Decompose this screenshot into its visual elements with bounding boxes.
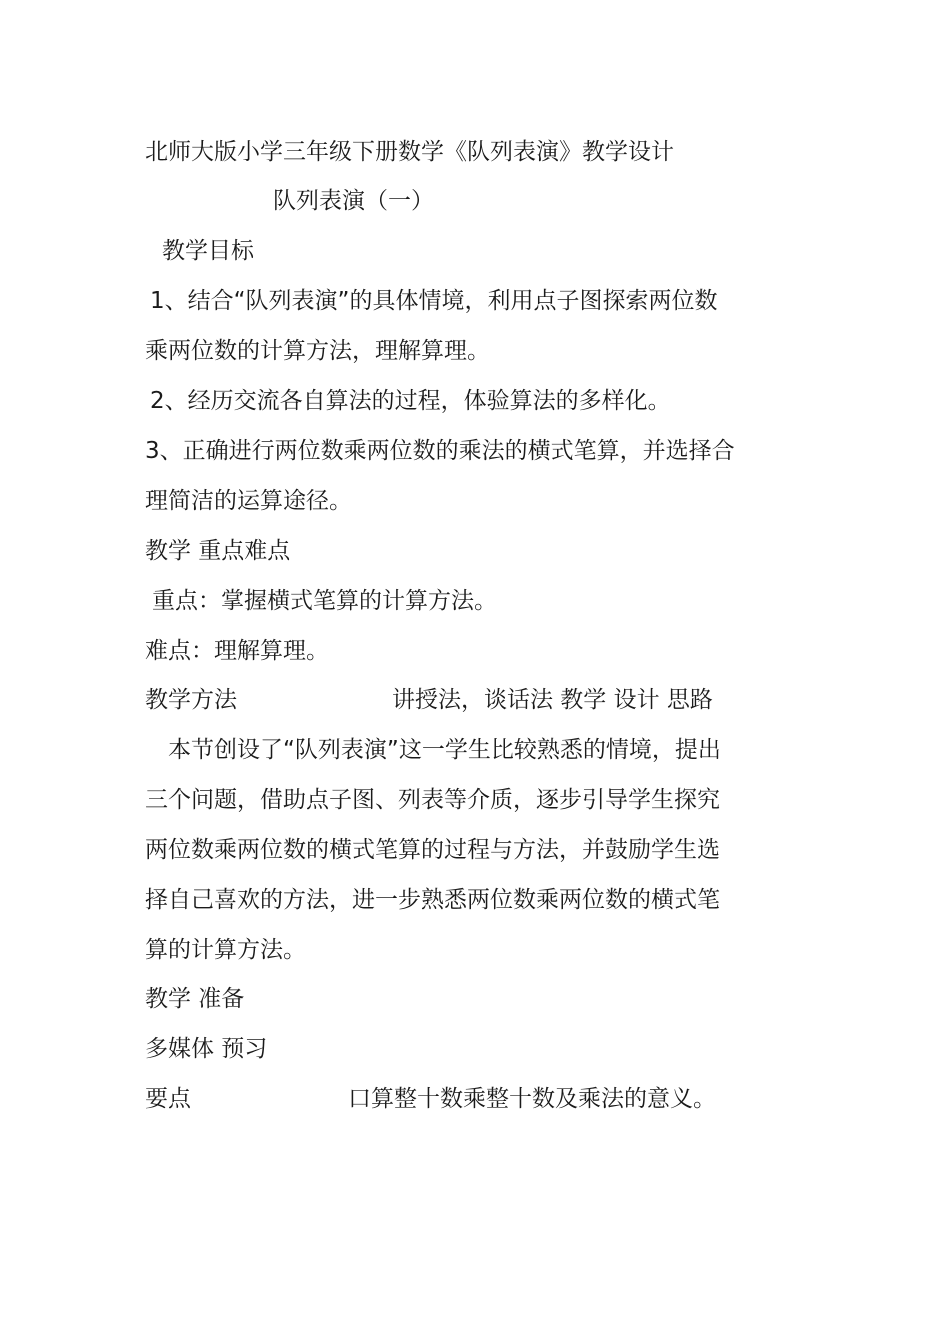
key-point: 重点：掌握横式笔算的计算方法。	[152, 588, 497, 614]
teaching-method-label: 教学方法	[145, 687, 237, 713]
teaching-method-value: 讲授法，谈话法 教学 设计 思路	[392, 687, 713, 713]
goal-1-line-2: 乘两位数的计算方法，理解算理。	[145, 338, 490, 364]
teaching-method-row	[145, 685, 825, 715]
key-point-value: 口算整十数乘整十数及乘法的意义。	[348, 1086, 716, 1112]
document-title: 北师大版小学三年级下册数学《队列表演》教学设计	[145, 139, 674, 165]
key-point-row	[145, 1084, 825, 1114]
goals-heading: 教学目标	[162, 238, 254, 264]
preparation-value: 多媒体 预习	[145, 1036, 268, 1062]
preparation-heading: 教学 准备	[145, 986, 245, 1012]
design-idea-line-5: 算的计算方法。	[145, 937, 306, 963]
key-points-heading: 教学 重点难点	[145, 538, 291, 564]
design-idea-line-4: 择自己喜欢的方法，进一步熟悉两位数乘两位数的横式笔	[145, 887, 720, 913]
goal-2: 2、经历交流各自算法的过程，体验算法的多样化。	[150, 388, 671, 414]
design-idea-line-2: 三个问题，借助点子图、列表等介质，逐步引导学生探究	[145, 787, 720, 813]
document-subtitle: 队列表演（一）	[273, 188, 434, 214]
design-idea-line-1: 本节创设了“队列表演”这一学生比较熟悉的情境，提出	[168, 737, 721, 763]
goal-1-line-1: 1、结合“队列表演”的具体情境，利用点子图探索两位数	[150, 288, 718, 314]
design-idea-line-3: 两位数乘两位数的横式笔算的过程与方法，并鼓励学生选	[145, 837, 720, 863]
goal-3-line-2: 理简洁的运算途径。	[145, 488, 352, 514]
goal-3-line-1: 3、正确进行两位数乘两位数的乘法的横式笔算，并选择合	[145, 438, 735, 464]
difficulty-point: 难点：理解算理。	[145, 638, 329, 664]
key-point-label: 要点	[145, 1086, 191, 1112]
